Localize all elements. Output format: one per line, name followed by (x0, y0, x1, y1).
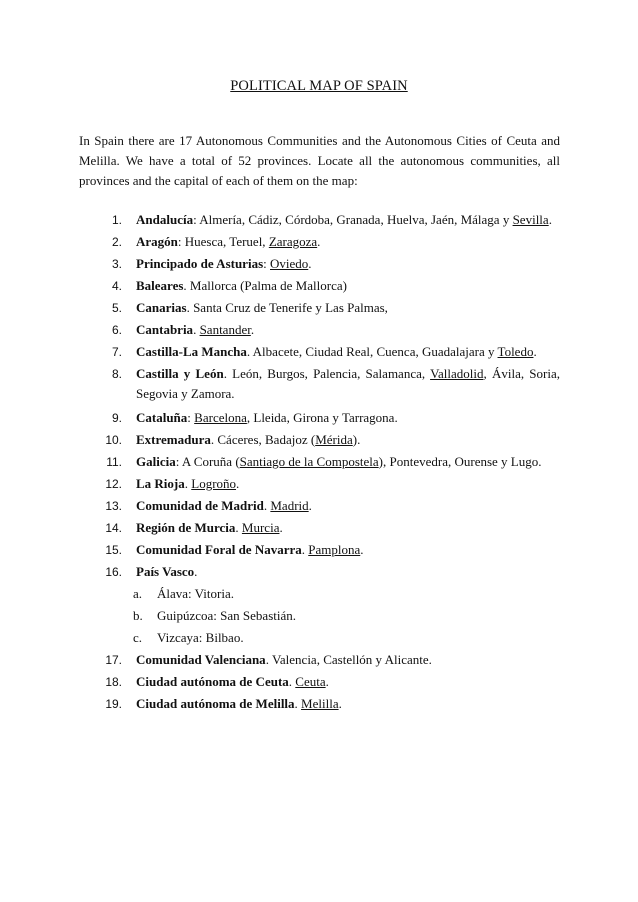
item-number: 18. (105, 675, 122, 689)
trailing-text: . (250, 322, 255, 337)
separator: : (177, 234, 185, 249)
separator: . (263, 498, 271, 513)
item-text (136, 518, 560, 538)
capital-name: Murcia (241, 520, 280, 535)
community-name: Cantabria (136, 322, 194, 337)
item-number: 1. (111, 213, 122, 227)
provinces-text: Valencia, Castellón y Alicante. (271, 652, 432, 667)
community-name: Región de Murcia (136, 520, 236, 535)
provinces-text: Almería, Cádiz, Córdoba, Granada, Huelva, Jaén, Málaga y (199, 212, 513, 227)
item-text (136, 276, 560, 296)
community-name: Extremadura (136, 432, 211, 447)
trailing-text: . (548, 212, 552, 227)
separator: . (288, 674, 296, 689)
separator: . (184, 476, 192, 491)
community-name: Principado de Asturias (136, 256, 264, 271)
sub-item-letter: a. (133, 586, 143, 601)
item-text (136, 232, 560, 252)
provinces-text: A Coruña ( (181, 454, 240, 469)
separator: . (235, 520, 242, 535)
community-name: País Vasco (136, 564, 195, 579)
community-name: Cataluña (136, 410, 188, 425)
community-name: Comunidad Foral de Navarra (136, 542, 302, 557)
separator: . (246, 344, 253, 359)
capital-name: Santiago de la Compostela (239, 454, 379, 469)
trailing-text: . (533, 344, 537, 359)
trailing-text: , Lleida, Girona y Tarragona. (246, 410, 398, 425)
provinces-text: Huesca, Teruel, (184, 234, 269, 249)
separator: . (186, 300, 194, 315)
separator: . (265, 652, 272, 667)
sub-item-text: Vizcaya: Bilbao. (157, 630, 244, 645)
community-name: Comunidad de Madrid (136, 498, 264, 513)
trailing-text: ). (352, 432, 361, 447)
capital-name: Logroño (191, 476, 237, 491)
item-text (136, 540, 560, 560)
sub-item-text: Álava: Vitoria. (157, 586, 234, 601)
item-text (136, 694, 560, 714)
trailing-text: . (279, 520, 283, 535)
separator: . (183, 278, 190, 293)
capital-name: Ceuta (295, 674, 326, 689)
item-text (136, 496, 560, 516)
provinces-text: Albacete, Ciudad Real, Cuenca, Guadalajara y (252, 344, 498, 359)
community-name: La Rioja (136, 476, 185, 491)
item-text (136, 320, 560, 340)
community-name: Castilla-La Mancha (136, 344, 247, 359)
community-name: Castilla y León (136, 366, 224, 381)
item-number: 3. (111, 257, 122, 271)
capital-name: Oviedo (270, 256, 309, 271)
capital-name: Sevilla (512, 212, 549, 227)
trailing-text: . (317, 234, 321, 249)
trailing-text: ), Pontevedra, Ourense y Lugo. (378, 454, 542, 469)
item-number: 2. (111, 235, 122, 249)
item-number: 8. (111, 367, 122, 381)
provinces-text: Mallorca (Palma de Mallorca) (189, 278, 347, 293)
community-name: Baleares (136, 278, 184, 293)
trailing-text: . (325, 674, 329, 689)
item-text (136, 452, 560, 472)
item-text (136, 364, 560, 404)
capital-name: Santander (199, 322, 251, 337)
capital-name: Mérida (315, 432, 353, 447)
item-number: 19. (105, 697, 122, 711)
community-name: Canarias (136, 300, 187, 315)
separator: . (301, 542, 309, 557)
item-text (136, 210, 560, 230)
item-number: 15. (105, 543, 122, 557)
provinces-text: León, Burgos, Palencia, Salamanca, (232, 366, 431, 381)
item-number: 16. (105, 565, 122, 579)
community-name: Aragón (136, 234, 178, 249)
trailing-text: . (360, 542, 364, 557)
separator: . (223, 366, 233, 381)
item-number: 13. (105, 499, 122, 513)
community-name: Ciudad autónoma de Ceuta (136, 674, 289, 689)
community-name: Andalucía (136, 212, 194, 227)
capital-name: Barcelona (194, 410, 247, 425)
separator: : (175, 454, 182, 469)
item-text (136, 650, 560, 670)
community-name: Ciudad autónoma de Melilla (136, 696, 295, 711)
sub-item-letter: c. (133, 630, 143, 645)
capital-name: Zaragoza (268, 234, 318, 249)
item-number: 17. (105, 653, 122, 667)
item-text (136, 430, 560, 450)
trailing-text: . (194, 564, 198, 579)
separator: : (187, 410, 195, 425)
item-text (136, 298, 560, 318)
item-text (136, 254, 560, 274)
sub-item-letter: b. (133, 608, 143, 623)
item-number: 9. (111, 411, 122, 425)
item-number: 10. (105, 433, 122, 447)
item-number: 14. (105, 521, 122, 535)
capital-name: Pamplona (308, 542, 361, 557)
community-name: Comunidad Valenciana (136, 652, 266, 667)
item-text (136, 342, 560, 362)
community-name: Galicia (136, 454, 176, 469)
separator: . (294, 696, 302, 711)
item-text (136, 408, 560, 428)
sub-item-text: Guipúzcoa: San Sebastián. (157, 608, 296, 623)
trailing-text: . (338, 696, 342, 711)
item-text (136, 562, 560, 582)
item-number: 6. (111, 323, 122, 337)
trailing-text: . (236, 476, 240, 491)
intro-paragraph: In Spain there are 17 Autonomous Communities and the Autonomous Cities of Ceuta and Melilla. We have a total of 52 provinces. Locate all the autonomous communities, all provinces and the capital of each of them on the map: (79, 133, 560, 188)
provinces-text: Santa Cruz de Tenerife y Las Palmas, (193, 300, 388, 315)
item-text (136, 474, 560, 494)
item-number: 7. (111, 345, 122, 359)
separator: : (263, 256, 270, 271)
item-number: 12. (105, 477, 122, 491)
item-number: 5. (111, 301, 122, 315)
capital-name: Melilla (301, 696, 339, 711)
provinces-text: Cáceres, Badajoz ( (217, 432, 316, 447)
separator: . (210, 432, 218, 447)
capital-name: Toledo (497, 344, 534, 359)
item-text (136, 672, 560, 692)
item-number: 11. (106, 455, 122, 469)
page-title: POLITICAL MAP OF SPAIN (230, 78, 408, 94)
trailing-text: , Ávila, Soria, Segovia y Zamora. (136, 366, 560, 401)
trailing-text: . (308, 256, 312, 271)
capital-name: Madrid (270, 498, 309, 513)
item-number: 4. (111, 279, 122, 293)
separator: : (193, 212, 200, 227)
separator: . (193, 322, 200, 337)
trailing-text: . (308, 498, 312, 513)
capital-name: Valladolid (430, 366, 484, 381)
